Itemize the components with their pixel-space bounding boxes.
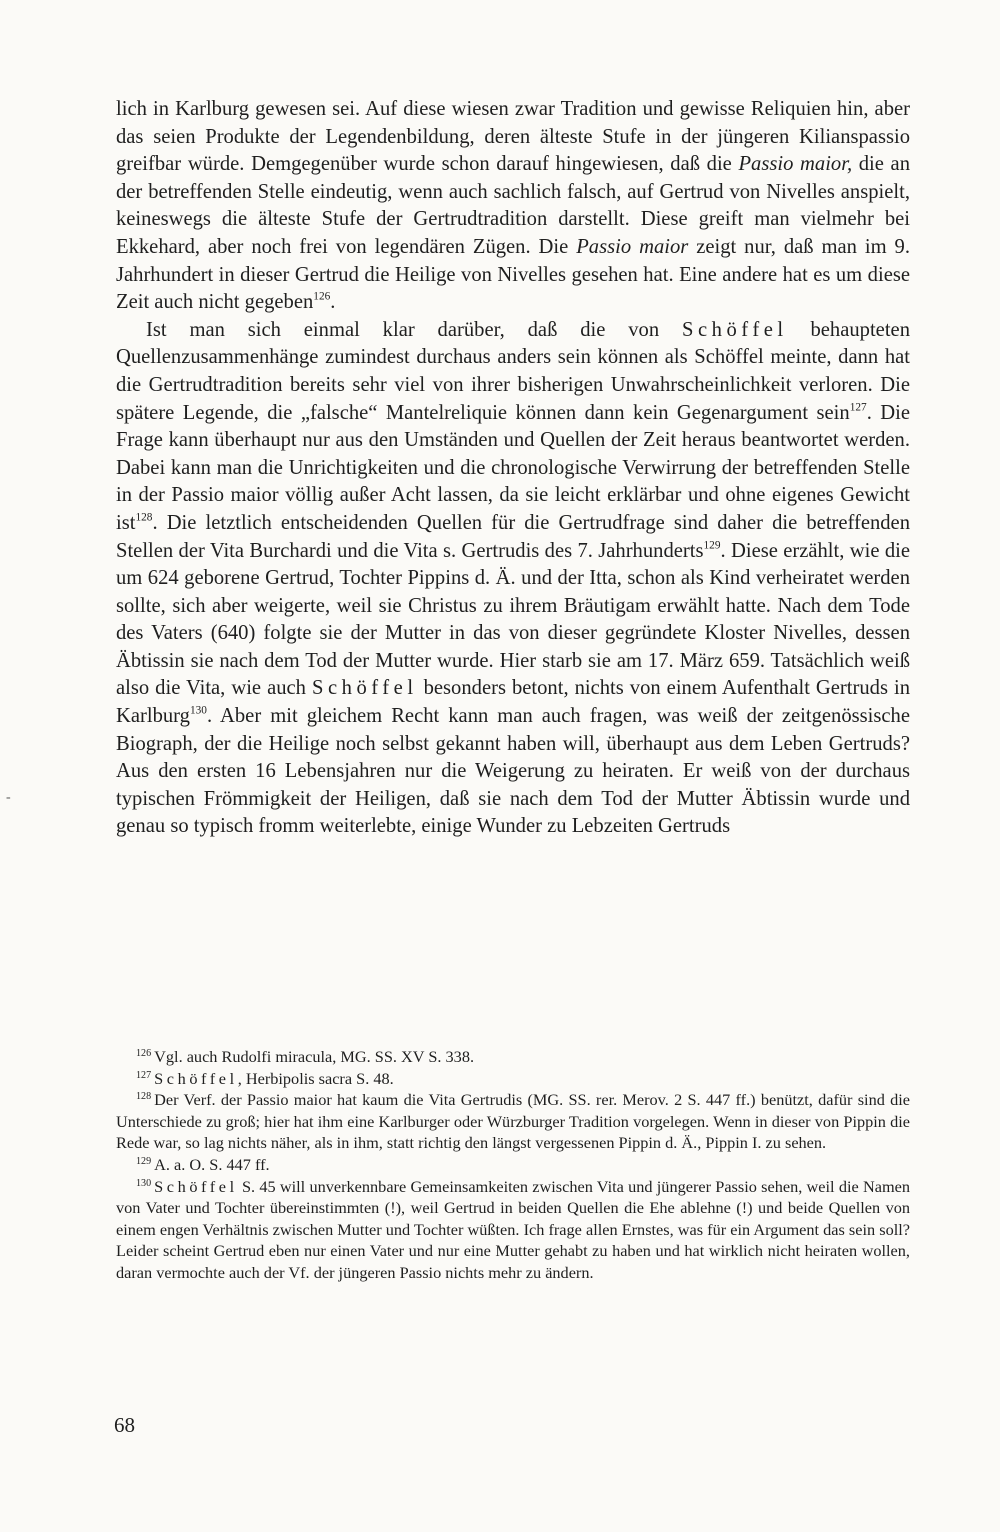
footnote-ref-126[interactable]: 126 (313, 290, 331, 303)
spaced-name: Schöffel (154, 1176, 238, 1196)
footnote-number: 129 (136, 1155, 152, 1167)
margin-mark: - (6, 790, 11, 805)
footnote-number: 130 (136, 1177, 152, 1189)
footnotes (116, 1046, 910, 1284)
footnote-ref-127[interactable]: 127 (849, 401, 867, 414)
footnote-126: $^{126}$ Vgl. auch Rudolfi miracula, MG. SS. XV S. 338. (136, 1047, 475, 1066)
footnote-number: 126 (136, 1047, 152, 1059)
paragraph-2: Ist man sich einmal klar darüber, daß die von Schöffel behaupteten Quellenzusammenhänge zumindest durchaus anders sein können als Schöffel meinte, dann hat die Gertrudtradition bereits sehr viel von ihrer bisherigen Unwahrscheinlichkeit verloren. Die spätere Legende, die „falsche“ Mantelreliquie können dann kein Gegenargument sein$^{127}$. Die Frage kann überhaupt nur aus den Umständen und Quellen der Zeit heraus beantwortet werden. Dabei kann man die Unrichtigkeiten und die chronologische Verwirrung der betreffenden Stelle in der Passio maior völlig außer Acht lassen, da sie leicht erklärbar und ohne eigenes Gewicht ist$^{128}$. Die letztlich entscheidenden Quellen für die Gertrudfrage sind daher die betreffenden Stellen der Vita Burchardi und die Vita s. Gertrudis des 7. Jahrhunderts$^{129}$. Diese erzählt, wie die um 624 geborene Gertrud, Tochter Pippins d. Ä. und der Itta, schon als Kind verheiratet werden sollte, sich aber weigerte, weil sie Christus zu ihrem Bräutigam erwählt hatte. Nach dem Tode des Vaters (640) folgte sie der Mutter in das von dieser gegründete Kloster Nivelles, dessen Äbtissin sie nach dem Tod der Mutter wurde. Hier starb sie am 17. März 659. Tatsächlich weiß also die Vita, wie auch Schöffel besonders betont, nichts von einem Aufenthalt Gertruds in Karlburg$^{130}$. Aber mit gleichem Recht kann man auch fragen, was weiß der zeitgenössische Biograph, der die Heilige noch selbst gekannt haben will, überhaupt aus dem Leben Gertruds? Aus den ersten 16 Lebensjahren nur die Weigerung zu heiraten. Er weiß von der durchaus typischen Frömmigkeit der Heiligen, daß sie nach dem Tod der Mutter Äbtissin wurde und genau so typisch fromm weiterlebte, einige Wunder zu Lebzeiten Gertruds (116, 318, 911, 838)
emphasis-passio-maior: Passio maior (576, 235, 689, 258)
page-number: 68 (114, 1413, 135, 1437)
footnote-number: 127 (136, 1069, 152, 1081)
paragraph-1: lich in Karlburg gewesen sei. Auf diese wiesen zwar Tradition und gewisse Reliquien hin, aber das seien Produkte der Legendenbildung, deren älteste Stufe in der jüngeren Kilianspassio greifbar würde. Demgegenüber wurde schon darauf hingewiesen, daß die Passio maior, die an der betreffenden Stelle eindeutig, wenn auch sachlich falsch, auf Gertrud von Nivelles anspielt, keineswegs die älteste Stufe der Gertrudtradition darstellt. Diese greift man vielmehr bei Ekkehard, aber noch frei von legendären Zügen. Die Passio maior zeigt nur, daß man im 9. Jahrhundert in dieser Gertrud die Heilige von Nivelles gesehen hat. Eine andere hat es um diese Zeit auch nicht gegeben$^{126}$. (116, 98, 911, 314)
footnote-ref-130[interactable]: 130 (189, 704, 207, 717)
spaced-name: Schöffel (311, 677, 418, 700)
spaced-name: Schöffel (681, 318, 788, 341)
footnote-127: $^{127}$ Schöffel, Herbipolis sacra S. 48. (136, 1068, 394, 1088)
emphasis-passio-maior: Passio maior, (738, 153, 853, 176)
footnote-130: $^{130}$ Schöffel S. 45 will unverkennbare Gemeinsamkeiten zwischen Vita und jüngerer Passio sehen, weil die Namen von Vater und Tochter übereinstimmten (!), weil Gertrud in beiden Quellen die Ehe ablehne (!) und beide Quellen von einem engen Verhältnis zwischen Mutter und Tochter wüßten. Ich frage allen Ernstes, was für ein Argument das sein soll? Leider scheint Gertrud eben nur einen Vater und nur eine Mutter gehabt zu haben und hat wirklich nicht heiraten wollen, daran vermochte auch der Vf. der jüngeren Passio nichts mehr zu ändern. (116, 1176, 910, 1282)
footnote-number: 128 (136, 1091, 152, 1103)
spaced-name: Schöffel (154, 1068, 238, 1088)
footnote-ref-128[interactable]: 128 (135, 511, 153, 524)
footnote-ref-129[interactable]: 129 (703, 539, 721, 552)
footnote-129: $^{129}$ A. a. O. S. 447 ff. (136, 1154, 270, 1174)
footnote-128: $^{128}$ Der Verf. der Passio maior hat kaum die Vita Gertrudis (MG. SS. rer. Merov. 2 S. 447 ff.) benützt, dafür sind die Unterschiede zu groß; hier hat ihm eine Karlburger oder Würzburger Tradition vorgelegen. Wenn in dieser von Pippin die Rede war, so lag nichts näher, als in ihm, statt richtig den längst vergessenen Pippin d. Ä., Pippin I. zu sehen. (116, 1090, 910, 1153)
main-text (116, 96, 910, 841)
